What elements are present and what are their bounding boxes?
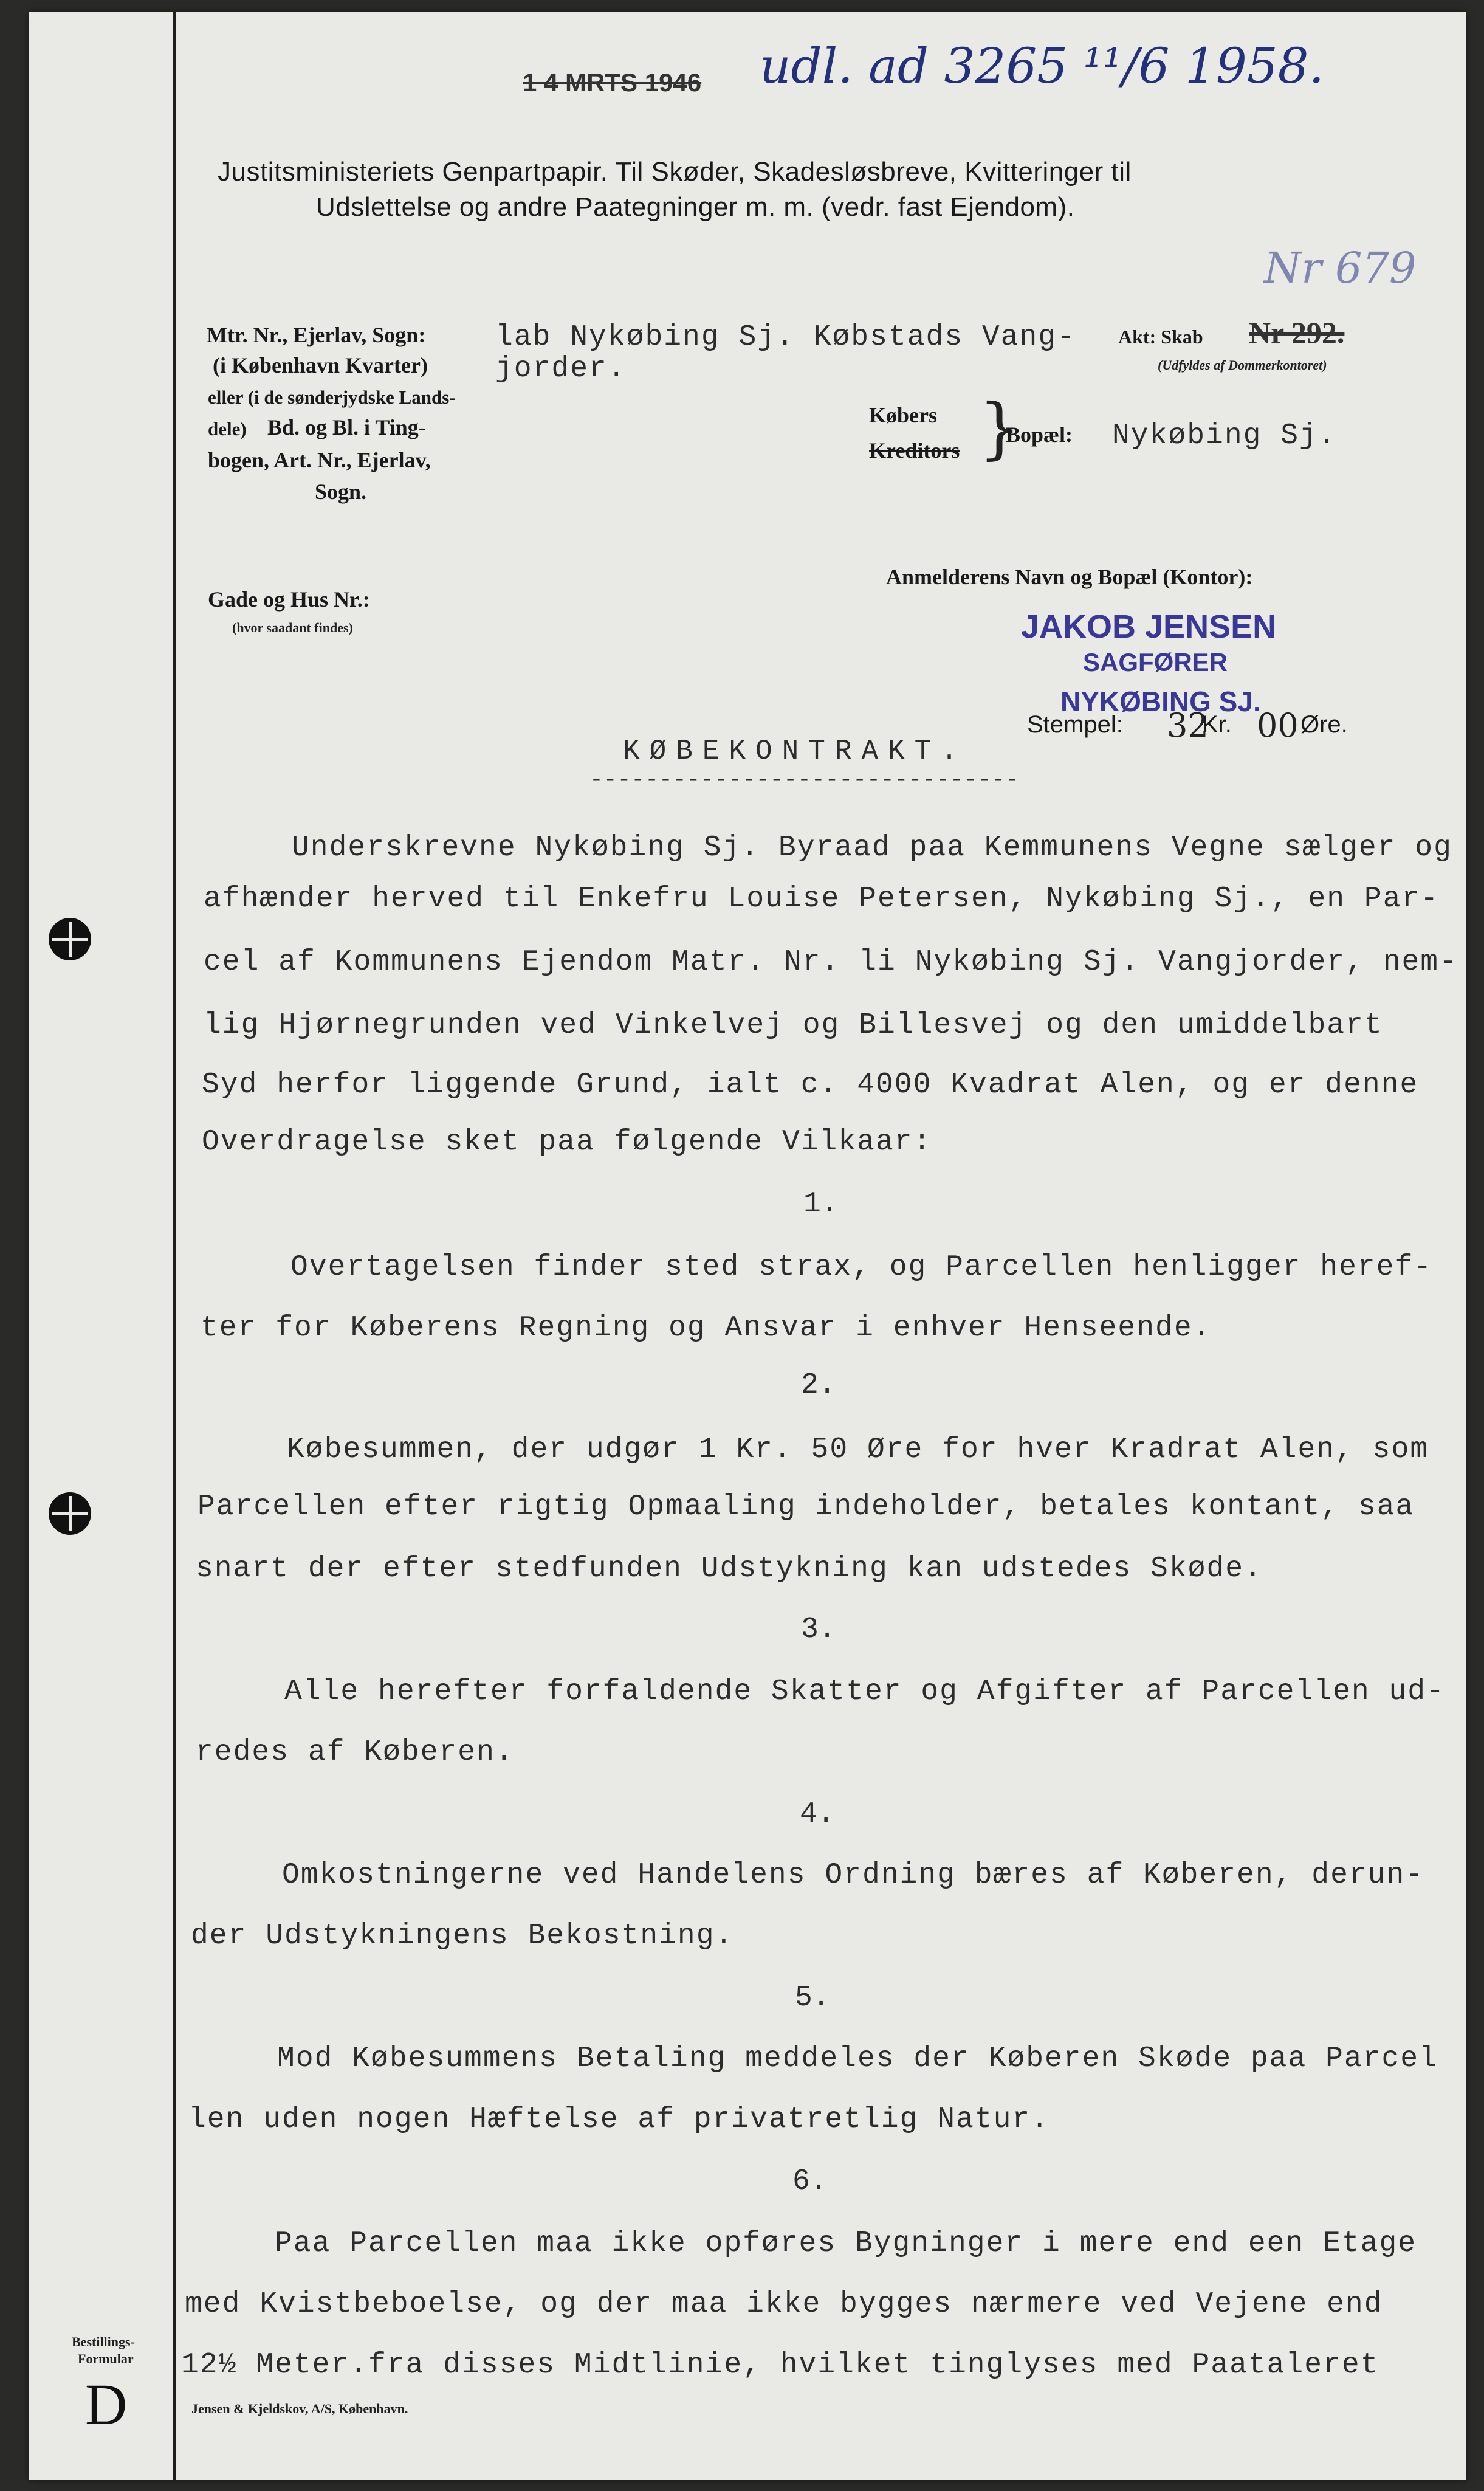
contract-title: KØBEKONTRAKT. [623, 736, 967, 767]
section-line: Overtagelsen finder sted strax, og Parcellen henligger heref- [290, 1251, 1433, 1284]
mtr-label: Mtr. Nr., Ejerlav, Sogn: [207, 323, 426, 347]
section-line: med Kvistbeboelse, og der maa ikke bygges nærmere ved Vejene end [185, 2288, 1383, 2321]
section-number: 3. [801, 1613, 836, 1646]
mtr-label: bogen, Art. Nr., Ejerlav, [208, 448, 431, 472]
intro-line: Underskrevne Nykøbing Sj. Byraad paa Kemmunens Vegne sælger og [292, 832, 1452, 864]
mtr-label: (i København Kvarter) [213, 353, 428, 377]
header-line-1: Justitsministeriets Genpartpapir. Til Skøder, Skadesløsbreve, Kvitteringer til [218, 157, 1132, 187]
section-number: 4. [800, 1798, 835, 1831]
punch-hole-icon [49, 1492, 91, 1535]
stempel-kr-value: 32 [1167, 706, 1209, 745]
section-line: Omkostningerne ved Handelens Ordning bæres af Køberen, derun- [282, 1859, 1424, 1892]
section-line: Købesummen, der udgør 1 Kr. 50 Øre for hver Kradrat Alen, som [287, 1433, 1429, 1466]
intro-line: Overdragelse sket paa følgende Vilkaar: [202, 1126, 932, 1159]
section-line: der Udstykningens Bekostning. [191, 1920, 734, 1952]
anmelder-label: Anmelderens Navn og Bopæl (Kontor): [886, 565, 1253, 589]
intro-line: cel af Kommunens Ejendom Matr. Nr. li Nykøbing Sj. Vangjorder, nem- [204, 946, 1458, 979]
section-number: 1. [803, 1188, 839, 1221]
formular-label: Formular [78, 2351, 134, 2366]
section-line: Mod Købesummens Betaling meddeles der Køberen Skøde paa Parcel [277, 2042, 1438, 2075]
gade-label: Gade og Hus Nr.: [208, 587, 370, 612]
intro-line: Syd herfor liggende Grund, ialt c. 4000 Kvadrat Alen, og er denne [202, 1069, 1419, 1101]
lawyer-stamp-city: NYKØBING SJ. [1060, 686, 1261, 717]
formular-letter: D [85, 2372, 128, 2437]
kobers-label: Købers [869, 403, 937, 427]
section-line: snart der efter stedfunden Udstykning kan udstedes Skøde. [196, 1552, 1263, 1585]
section-number: 2. [801, 1369, 836, 1402]
akt-note: (Udfyldes af Dommerkontoret) [1158, 357, 1327, 373]
akt-label: Akt: Skab [1118, 326, 1203, 348]
mtr-label: dele) [208, 418, 247, 439]
brace: } [978, 389, 1021, 467]
section-line: ter for Køberens Regning og Ansvar i enhver Henseende. [201, 1312, 1212, 1345]
section-line: Paa Parcellen maa ikke opføres Bygninger i mere end een Etage [275, 2227, 1417, 2260]
section-number: 6. [792, 2165, 828, 2198]
stempel-kr-unit: Kr. [1202, 711, 1232, 738]
section-line: len uden nogen Hæftelse af privatretlig Natur. [188, 2103, 1050, 2136]
stempel-label: Stempel: [1027, 711, 1123, 738]
mtr-label: Bd. og Bl. i Ting- [267, 415, 426, 439]
lawyer-stamp-title: SAGFØRER [1083, 648, 1228, 677]
bestillings-label: Bestillings- [72, 2334, 135, 2349]
property-line-2: jorder. [495, 353, 627, 385]
section-line: redes af Køberen. [196, 1736, 514, 1769]
margin-rule [173, 12, 176, 2480]
punch-hole-icon [49, 918, 91, 960]
date-stamp: 1 4 MRTS 1946 [523, 68, 702, 97]
bopael-value: Nykøbing Sj. [1112, 419, 1337, 452]
lawyer-stamp-name: JAKOB JENSEN [1021, 608, 1277, 645]
section-number: 5. [795, 1982, 830, 2014]
section-line: Alle herefter forfaldende Skatter og Afgifter af Parcellen ud- [284, 1675, 1445, 1708]
akt-number: Nr 292. [1249, 315, 1345, 350]
kreditors-label: Kreditors [869, 438, 960, 463]
bopael-label: Bopæl: [1006, 422, 1073, 447]
contract-title-underline: ------------------------------- [589, 767, 1019, 793]
handwritten-number: Nr 679 [1264, 243, 1417, 293]
gade-note: (hvor saadant findes) [232, 620, 353, 635]
section-line: 12½ Meter.fra disses Midtlinie, hvilket tinglyses med Paataleret [181, 2349, 1379, 2382]
intro-line: lig Hjørnegrunden ved Vinkelvej og Billesvej og den umiddelbart [204, 1009, 1383, 1042]
mtr-label: Sogn. [315, 480, 367, 504]
printer-credit: Jensen & Kjeldskov, A/S, København. [191, 2401, 408, 2416]
intro-line: afhænder herved til Enkefru Louise Petersen, Nykøbing Sj., en Par- [204, 883, 1440, 915]
property-line-1: lab Nykøbing Sj. Købstads Vang- [495, 321, 1076, 354]
mtr-label: eller (i de sønderjydske Lands- [208, 387, 456, 408]
section-line: Parcellen efter rigtig Opmaaling indeholder, betales kontant, saa [198, 1490, 1415, 1523]
handwritten-note: udl. ad 3265 ¹¹/6 1958. [760, 38, 1324, 94]
stempel-ore-unit: Øre. [1300, 711, 1348, 738]
stempel-ore-value: 00 [1257, 706, 1299, 745]
header-line-2: Udslettelse og andre Paategninger m. m. (vedr. fast Ejendom). [316, 192, 1075, 222]
